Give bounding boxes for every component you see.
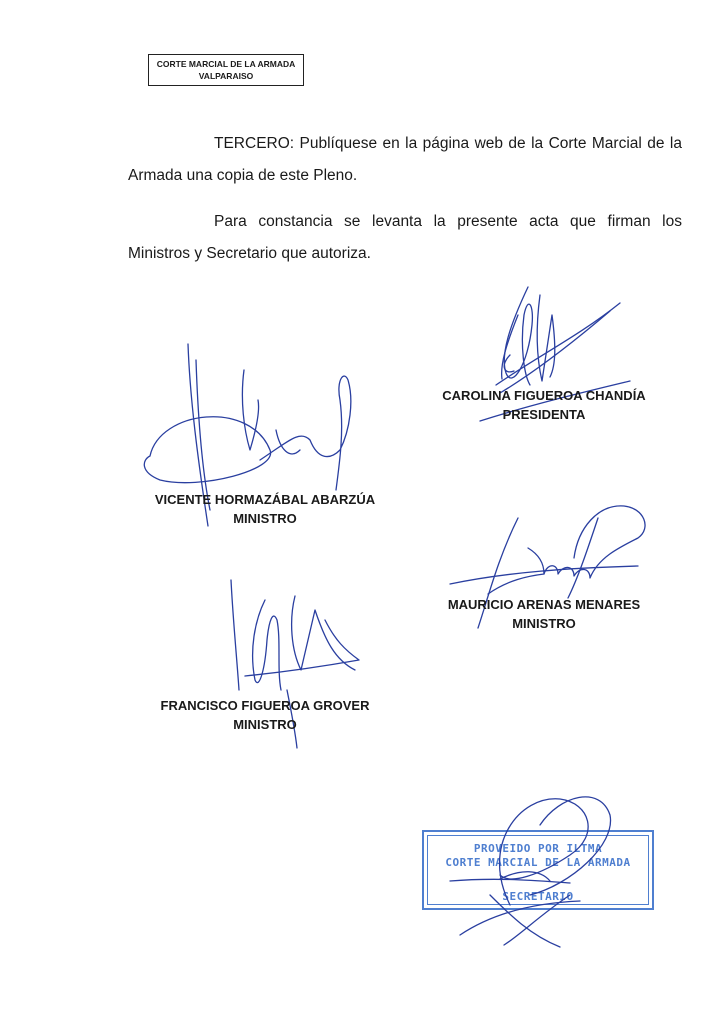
- signatory-4-role: MINISTRO: [233, 717, 297, 732]
- signatory-3: [420, 595, 668, 633]
- paragraph-constancia-text: Para constancia se levanta la presente acta que firman los Ministros y Secretario que autoriza.: [128, 213, 682, 262]
- signatory-4: [130, 696, 400, 734]
- signatory-1-name: CAROLINA FIGUEROA CHANDÍA: [442, 388, 646, 403]
- signatory-2-name: VICENTE HORMAZÁBAL ABARZÚA: [154, 492, 376, 507]
- signature-secretario: [420, 785, 620, 950]
- stamp-line-1: PROVEIDO POR ILTMA: [473, 842, 603, 855]
- paragraph-tercero-text: TERCERO: Publíquese en la página web de la Corte Marcial de la Armada una copia de este Pleno.: [128, 135, 682, 184]
- signatory-2-role: MINISTRO: [233, 511, 297, 526]
- signatory-1: [420, 386, 668, 424]
- stamp-line-3: SECRETARIO: [502, 890, 574, 903]
- signatory-3-role: MINISTRO: [512, 616, 576, 631]
- signatory-4-name: FRANCISCO FIGUEROA GROVER: [160, 698, 370, 713]
- signatory-2: [130, 490, 400, 528]
- court-name: CORTE MARCIAL DE LA ARMADA: [156, 59, 296, 69]
- signatory-1-role: PRESIDENTA: [502, 407, 586, 422]
- court-city: VALPARAISO: [198, 71, 254, 81]
- paragraph-constancia: [128, 206, 682, 270]
- paragraph-tercero: [128, 128, 682, 192]
- signatory-3-name: MAURICIO ARENAS MENARES: [447, 597, 641, 612]
- stamp-line-2: CORTE MARCIAL DE LA ARMADA: [445, 856, 631, 869]
- court-header-box: [148, 54, 304, 86]
